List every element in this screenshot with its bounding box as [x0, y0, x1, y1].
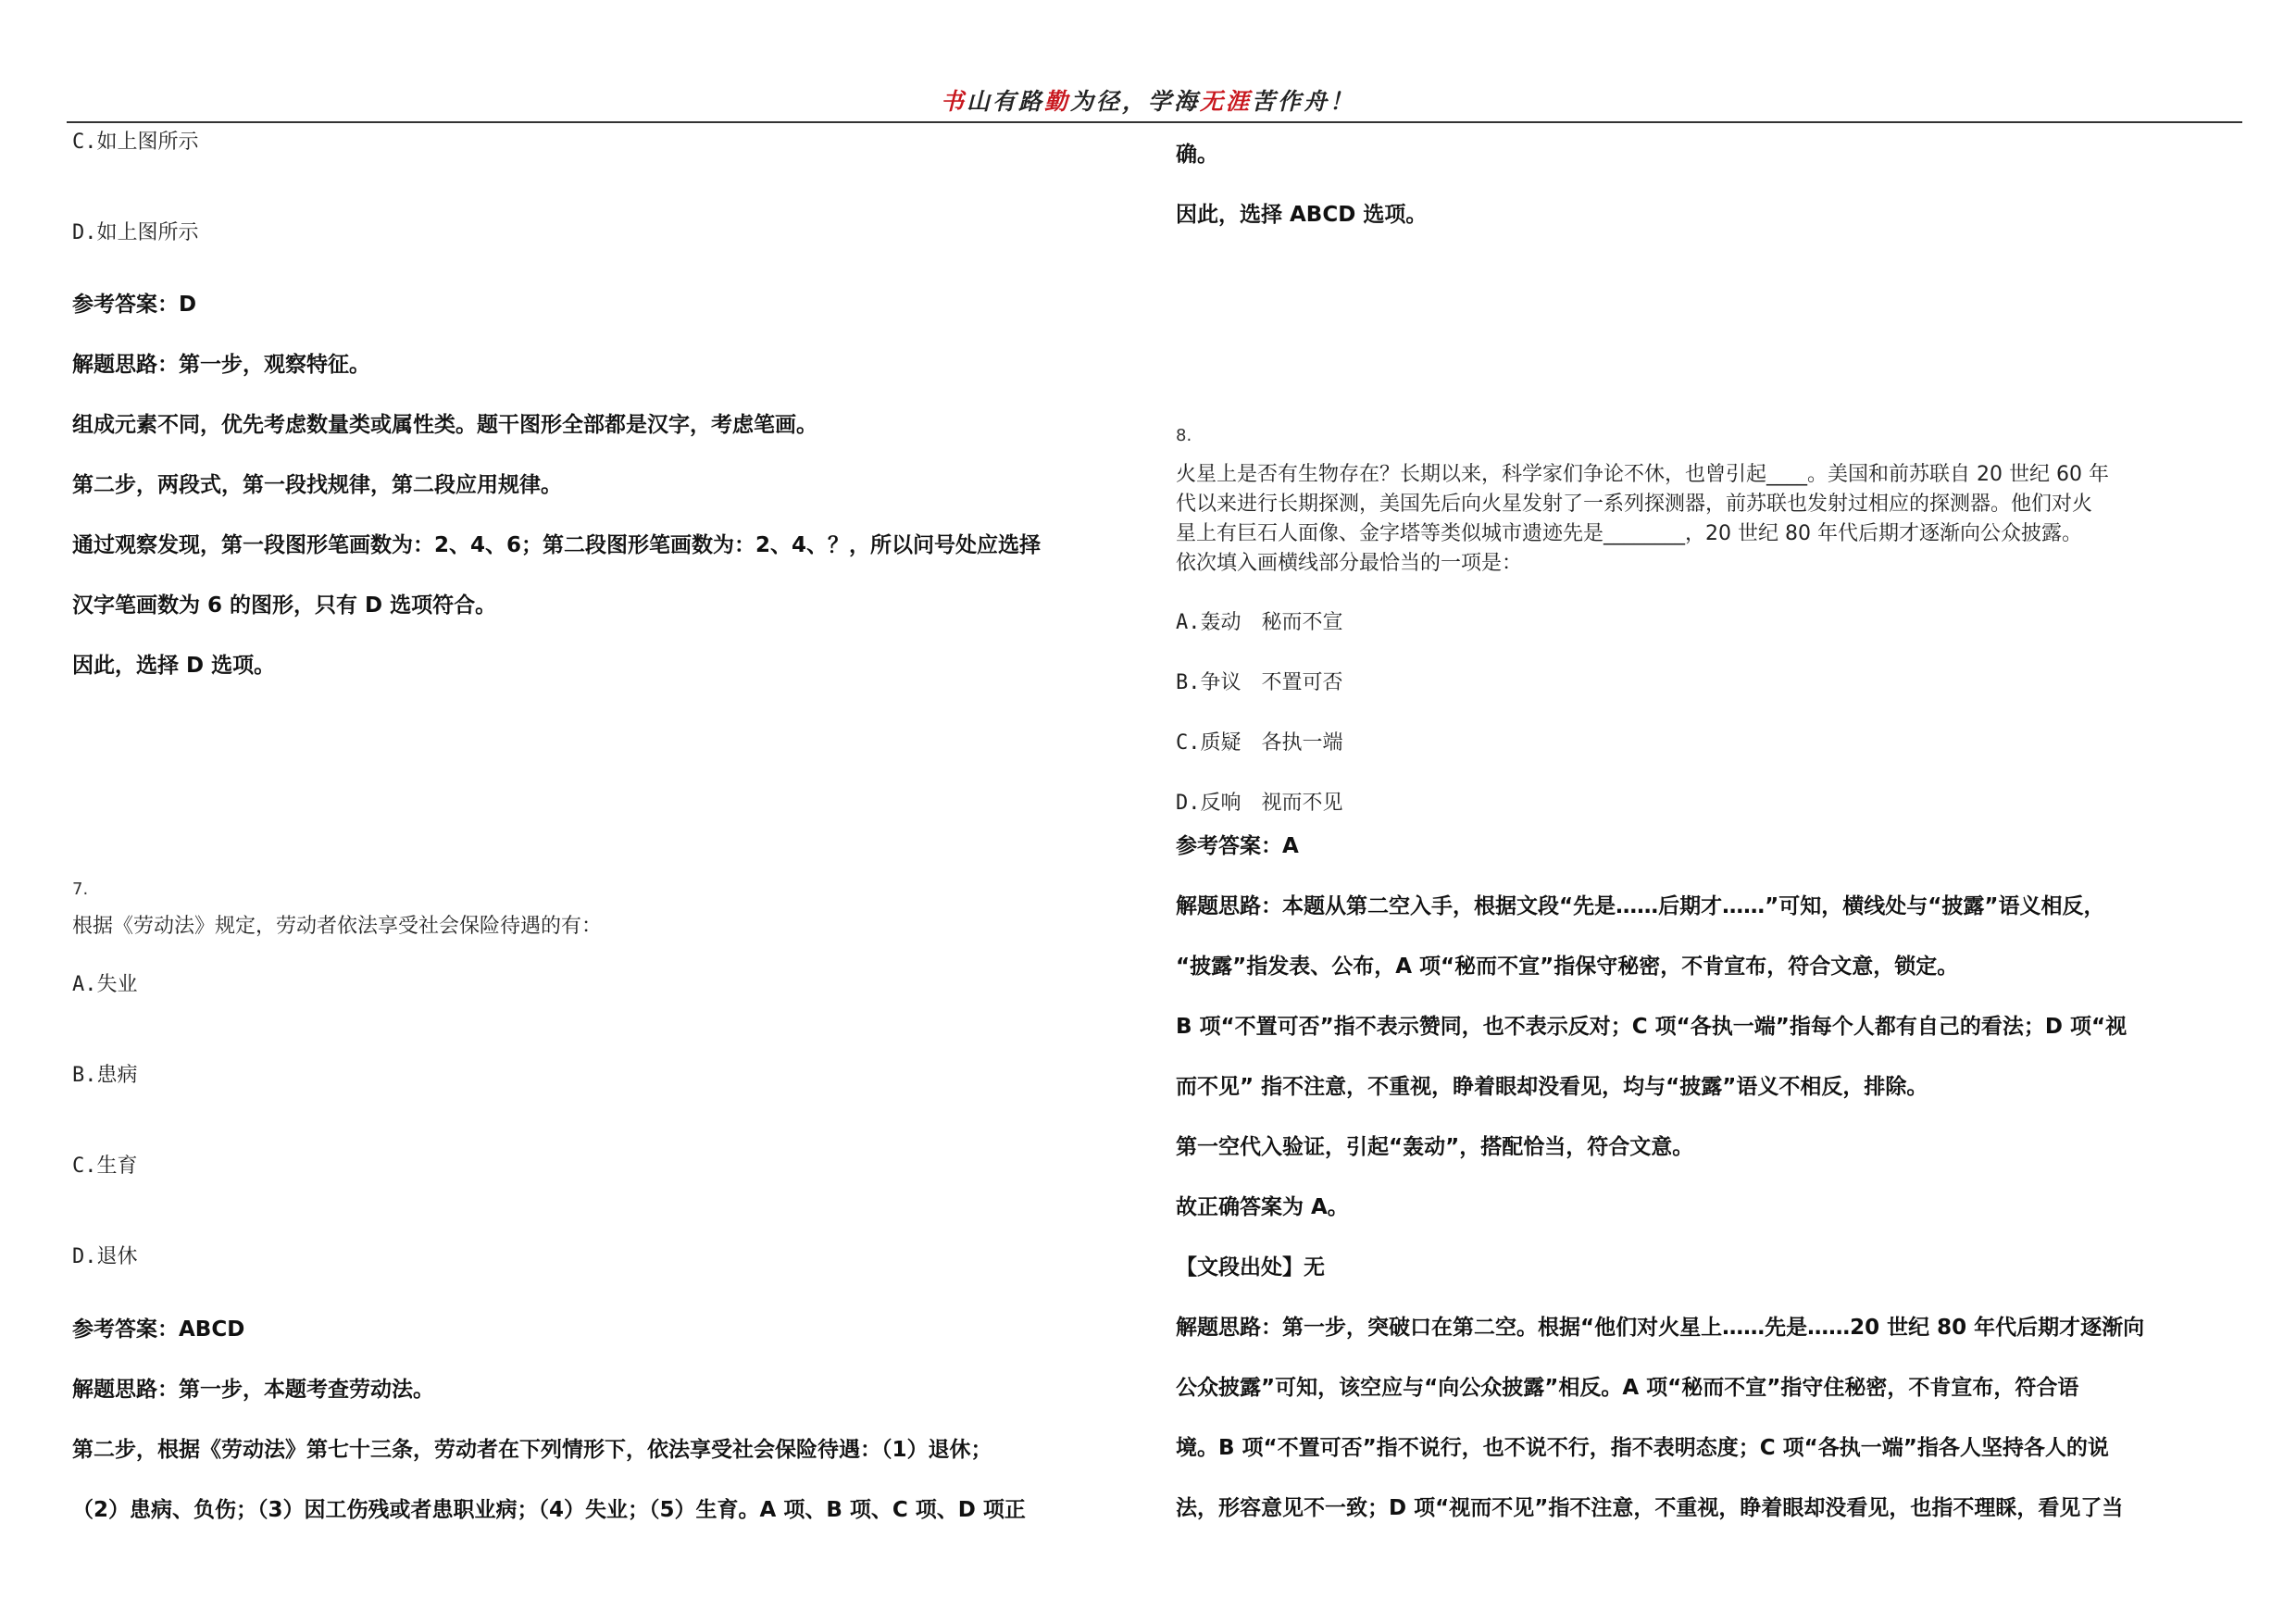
q6-analysis-line: 因此，选择 D 选项。	[72, 654, 276, 678]
q6-option-c: C.如上图所示	[72, 131, 199, 154]
q8-question-line: 火星上是否有生物存在？长期以来，科学家们争论不休，也曾引起____。美国和前苏联自 20 世纪 60 年	[1176, 463, 2109, 486]
q7-option-c: C.生育	[72, 1155, 138, 1178]
q6-analysis-line: 汉字笔画数为 6 的图形，只有 D 选项符合。	[72, 593, 497, 618]
q7-question: 根据《劳动法》规定，劳动者依法享受社会保险待遇的有：	[72, 915, 603, 938]
motto-segment: 无涯	[1200, 88, 1253, 115]
q8-analysis-line: 解题思路：第一步，突破口在第二空。根据“他们对火星上……先是……20 世纪 80 年代后期才逐渐向	[1176, 1316, 2145, 1340]
motto-segment: 苦作舟！	[1252, 88, 1356, 115]
q8-answer: 参考答案：A	[1176, 834, 1299, 858]
q8-question-line: 星上有巨石人面像、金字塔等类似城市遗迹先是________，20 世纪 80 年代后期才逐渐向公众披露。	[1176, 522, 2082, 545]
q6-analysis-line: 第二步，两段式，第一段找规律，第二段应用规律。	[72, 473, 562, 497]
q8-analysis-line: 法，形容意见不一致；D 项“视而不见”指不注意，不重视，睁着眼却没看见，也指不理睬，看见了当	[1176, 1496, 2124, 1520]
q7-analysis-tail: 因此，选择 ABCD 选项。	[1176, 203, 1428, 227]
q8-analysis-line: 境。B 项“不置可否”指不说行，也不说不行，指不表明态度；C 项“各执一端”指各人坚持各人的说	[1176, 1436, 2109, 1460]
header-motto	[0, 83, 2296, 120]
q7-number: 7.	[72, 880, 89, 899]
q6-analysis-line: 组成元素不同，优先考虑数量类或属性类。题干图形全部都是汉字，考虑笔画。	[72, 413, 817, 437]
q8-option-c: C.质疑 各执一端	[1176, 731, 1343, 755]
q8-analysis-line: 第一空代入验证，引起“轰动”，搭配恰当，符合文意。	[1176, 1135, 1694, 1159]
q8-analysis-line: 而不见” 指不注意，不重视，睁着眼却没看见，均与“披露”语义不相反，排除。	[1176, 1075, 1928, 1099]
q7-answer: 参考答案：ABCD	[72, 1317, 245, 1342]
q7-analysis-line: （2）患病、负伤；（3）因工伤残或者患职业病；（4）失业；（5）生育。A 项、B 项、C 项、D 项正	[72, 1498, 1026, 1522]
q7-analysis-line: 第二步，根据《劳动法》第七十三条，劳动者在下列情形下，依法享受社会保险待遇：（1）退休；	[72, 1438, 992, 1462]
q6-analysis-line: 解题思路：第一步，观察特征。	[72, 353, 370, 377]
q8-analysis-line: “披露”指发表、公布，A 项“秘而不宣”指保守秘密，不肯宣布，符合文意，锁定。	[1176, 955, 1959, 979]
motto-segment: 书	[940, 88, 967, 115]
q7-analysis-line: 解题思路：第一步，本题考查劳动法。	[72, 1378, 434, 1402]
q7-option-a: A.失业	[72, 973, 138, 996]
motto-segment: 勤	[1043, 88, 1070, 115]
q8-option-b: B.争议 不置可否	[1176, 671, 1343, 694]
q6-answer: 参考答案：D	[72, 293, 197, 317]
motto-segment: 为径，学海	[1070, 88, 1201, 115]
q8-question-line: 依次填入画横线部分最恰当的一项是：	[1176, 552, 1523, 575]
q8-analysis-line: B 项“不置可否”指不表示赞同，也不表示反对；C 项“各执一端”指每个人都有自己的看法；D 项“视	[1176, 1015, 2128, 1039]
q8-option-d: D.反响 视而不见	[1176, 792, 1343, 815]
q8-question-line: 代以来进行长期探测，美国先后向火星发射了一系列探测器，前苏联也发射过相应的探测器。他们对火	[1176, 493, 2093, 516]
q8-number: 8.	[1176, 426, 1192, 445]
q6-analysis-line: 通过观察发现，第一段图形笔画数为：2、4、6；第二段图形笔画数为：2、4、？，所以问号处应选择	[72, 533, 1042, 557]
q8-analysis-line: 故正确答案为 A。	[1176, 1195, 1349, 1219]
header-rule	[67, 121, 2242, 123]
q6-option-d: D.如上图所示	[72, 221, 199, 244]
q7-option-b: B.患病	[72, 1064, 138, 1087]
motto-segment: 山有路	[966, 88, 1044, 115]
q8-source-line: 【文段出处】无	[1176, 1255, 1325, 1280]
q8-option-a: A.轰动 秘而不宣	[1176, 611, 1343, 634]
q8-analysis-line: 公众披露”可知，该空应与“向公众披露”相反。A 项“秘而不宣”指守住秘密，不肯宣布，符合语	[1176, 1376, 2079, 1400]
q7-analysis-tail: 确。	[1176, 143, 1218, 167]
q7-option-d: D.退休	[72, 1245, 138, 1268]
q8-analysis-line: 解题思路：本题从第二空入手，根据文段“先是……后期才……”可知，横线处与“披露”语义相反，	[1176, 894, 2105, 918]
